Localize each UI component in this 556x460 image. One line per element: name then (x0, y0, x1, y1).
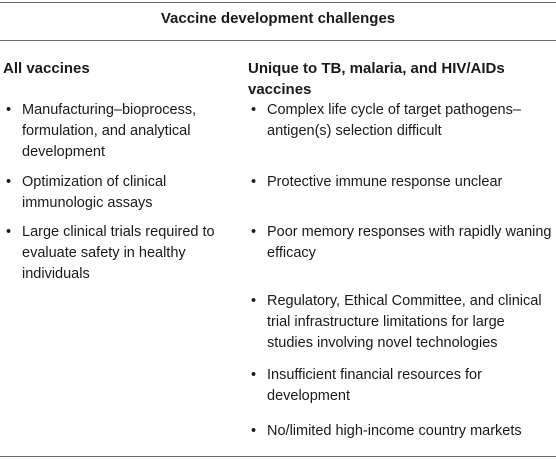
table-title: Vaccine development challenges (160, 10, 396, 27)
list-item (248, 421, 553, 442)
list-item-text: Manufacturing–bioprocess, formulation, and analytical development (22, 102, 197, 160)
list-item-text: Regulatory, Ethical Committee, and clinical trial infrastructure limitations for large studies involving novel technologies (267, 293, 542, 351)
bullet-icon: • (251, 224, 257, 240)
list-item (3, 222, 243, 285)
bullet-icon: • (251, 102, 257, 118)
bullet-icon: • (6, 224, 12, 240)
column-header-unique-vaccines: Unique to TB, malaria, and HIV/AIDs vaccines (248, 60, 505, 98)
bullet-icon: • (251, 293, 257, 309)
list-item (248, 222, 553, 264)
list-item-text: Insufficient financial resources for development (267, 367, 482, 404)
table-top-rule (0, 2, 556, 3)
bullet-icon: • (251, 423, 257, 439)
bullet-icon: • (6, 102, 12, 118)
list-item-text: Protective immune response unclear (267, 174, 503, 190)
table-bottom-rule (0, 456, 556, 457)
list-item-text: Optimization of clinical immunologic assays (22, 174, 167, 211)
list-item (248, 291, 553, 354)
bullet-icon: • (6, 174, 12, 190)
list-item-text: Complex life cycle of target pathogens–antigen(s) selection difficult (267, 102, 521, 139)
column-header-all-vaccines: All vaccines (3, 60, 90, 77)
bullet-icon: • (251, 367, 257, 383)
list-item (248, 365, 553, 407)
table-header-rule (0, 40, 556, 41)
list-item (248, 100, 553, 142)
list-item (3, 100, 243, 163)
list-item-text: Large clinical trials required to evaluate safety in healthy individuals (22, 224, 215, 282)
list-item (248, 172, 553, 193)
bullet-icon: • (251, 174, 257, 190)
list-item-text: Poor memory responses with rapidly waning efficacy (267, 224, 552, 261)
list-item-text: No/limited high-income country markets (267, 423, 522, 439)
list-item (3, 172, 243, 214)
